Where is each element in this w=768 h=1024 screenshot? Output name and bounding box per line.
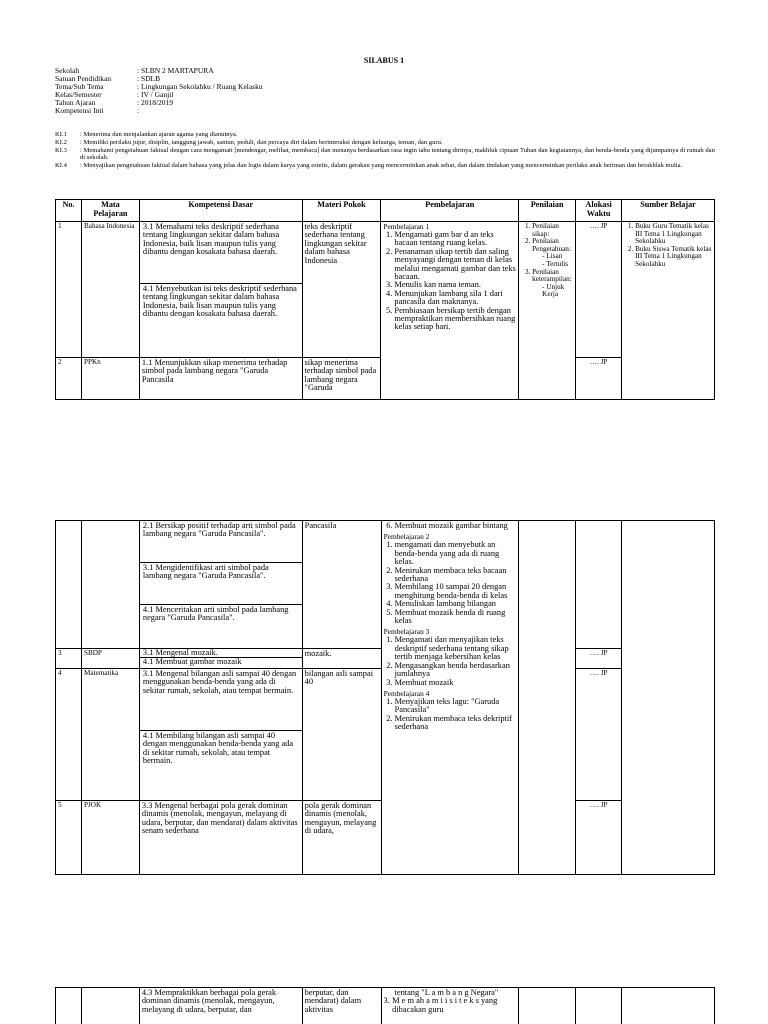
time-allocation: …. JP xyxy=(576,358,622,400)
ki-code: KI.3 xyxy=(55,146,67,154)
assessment xyxy=(519,521,576,875)
page-3 xyxy=(0,987,768,1024)
time-allocation: …. JP xyxy=(576,649,622,669)
learning-step: 4. Menuliskan lambang bilangan xyxy=(395,600,517,608)
competency-4-1: 4.1 Membilang bilangan asli sampai 40 dengan menggunakan benda-benda yang ada di sekitar rumah, sekolah, atau tempat bermain. xyxy=(140,730,302,768)
subject-name: Bahasa Indonesia xyxy=(81,222,139,358)
learning-step: 1. Mengamati dan menyajikan teks deskriptif sederhana tentang sikap tertib menjaga kebersihan kelas xyxy=(395,636,517,661)
row-number: 5 xyxy=(56,801,82,875)
col-materi-pokok: Materi Pokok xyxy=(302,200,381,222)
learning-step: tentang "L a m b a n g Negara" xyxy=(394,988,499,997)
col-no: No. xyxy=(56,200,82,222)
syllabus-table-1 xyxy=(55,199,715,400)
subject-name: Matematika xyxy=(81,669,139,801)
materi-pokok: bilangan asli sampai 40 xyxy=(302,669,381,801)
learning-heading: Pembelajaran 3 xyxy=(383,627,430,637)
competency-4-3: 4.3 Mempraktikkan berbagai pola gerak dominan dinamis (menolak, mengayun, melayang di udara, berputar, dan xyxy=(139,988,302,1024)
kompetensi-inti-list xyxy=(55,131,715,170)
empty-cell xyxy=(622,988,715,1024)
assessment-item: 1. Penilaian sikap: xyxy=(532,223,573,238)
empty-cell xyxy=(519,988,576,1024)
ki-text: : Memiliki perilaku jujur, disiplin, tanggung jawab, santun, peduli, dan percaya diri dalam berinteraksi dengan keluarga, teman, dan guru. xyxy=(80,138,443,146)
materi-pokok: sikap menerima terhadap simbol pada lambang negara "Garuda xyxy=(302,358,381,400)
col-pembelajaran: Pembelajaran xyxy=(381,200,519,222)
materi-pokok: teks deskriptif sederhana tentang lingkungan sekitar dalam bahasa Indonesia xyxy=(302,222,381,358)
assessment-sub: Tertulis xyxy=(546,259,569,268)
learning-step: 3. Membuat mozaik xyxy=(395,679,517,687)
time-allocation: …. JP xyxy=(576,669,622,801)
row-number: 2 xyxy=(56,358,82,400)
info-label: Sekolah xyxy=(55,66,80,75)
competency-3-3: 3.3 Mengenal berbagai pola gerak dominan dinamis (menolak, mengayun, melayang di udara, berputar, dan mendarat) dalam aktivitas senam sederhana xyxy=(139,801,302,875)
learning-step: 2. Penanaman sikap tertib dan saling menyayangi dengan teman di kelas melalui mengamati gambar dan teks bacaan. xyxy=(394,248,516,282)
source-item: 1. Buku Guru Tematik kelas III Tema 1 Lingkungan Sekolahku xyxy=(635,223,712,246)
empty-cell xyxy=(56,988,82,1024)
info-value: : xyxy=(137,106,140,115)
table-row xyxy=(56,521,715,649)
learning-step: 4. Menunjukan lambang sila 1 dari pancasila dan maknanya. xyxy=(394,290,516,307)
learning-step: 3. Menulis kan nama teman. xyxy=(394,281,516,289)
materi-pokok: berputar, dan mendarat) dalam aktivitas xyxy=(302,988,381,1024)
learning-activities xyxy=(381,521,519,875)
competency-3-1: 3.1 Mengenal mozaik. xyxy=(142,648,218,657)
table-header-row xyxy=(56,200,715,222)
competency-2-1: 2.1 Bersikap positif terhadap arti simbol pada lambang negara "Garuda Pancasila". xyxy=(142,521,296,539)
learning-step: 1. Menyajikan teks lagu: "Garuda Pancasila" xyxy=(395,698,517,715)
info-label: Tema/Sub Tema xyxy=(55,82,104,91)
table-row xyxy=(56,222,715,358)
materi-pokok: Pancasila xyxy=(302,521,381,649)
info-label: Kompetensi Inti xyxy=(55,106,104,115)
col-penilaian: Penilaian xyxy=(519,200,576,222)
syllabus-table-2 xyxy=(55,520,715,875)
ki-code: KI.2 xyxy=(55,138,67,146)
learning-step: 1. mengamati dan menyebutk an benda-benda yang ada di ruang kelas. xyxy=(395,541,517,566)
info-value: : IV / Ganjil xyxy=(137,90,174,99)
col-alokasi-waktu: Alokasi Waktu xyxy=(576,200,622,222)
basic-competency-cell xyxy=(139,649,302,669)
learning-activities xyxy=(381,988,519,1024)
basic-competency-cell xyxy=(139,222,302,358)
assessment-item: Penilaian keterampilan: xyxy=(532,267,572,284)
competency-3-1: 3.1 Memahami teks deskriptif sederhana tentang lingkungan sekitar dalam bahasa Indonesia, baik lisan maupun tulis yang dibantu dengan kosakata bahasa daerah. xyxy=(142,222,280,257)
competency-1-1: 1.1 Menunjukkan sikap menerima terhadap simbol pada lambang negara "Garuda Pancasila xyxy=(139,358,302,400)
info-label: Kelas/Semester xyxy=(55,90,102,99)
step-number: 3. xyxy=(383,996,390,1006)
info-label: Tahun Ajaran xyxy=(55,98,96,107)
col-kompetensi-dasar: Kompetensi Dasar xyxy=(139,200,302,222)
empty-cell xyxy=(576,988,622,1024)
row-number: 1 xyxy=(56,222,82,358)
info-label: Satuan Pendidikan xyxy=(55,74,112,83)
source-item: 2. Buku Siswa Tematik kelas III Tema 1 Lingkungan Sekolahku xyxy=(635,246,712,269)
subject-name: PPKn xyxy=(81,358,139,400)
empty-cell xyxy=(81,521,139,649)
learning-step: 2. Mengasangkan benda berdasarkan jumlahnya xyxy=(395,662,517,679)
assessment-item: Penilaian Pengetahuan: xyxy=(532,237,571,253)
info-value: : Lingkungan Sekolahku / Ruang Kelasku xyxy=(137,82,263,91)
learning-heading: Pembelajaran 2 xyxy=(383,532,430,542)
info-value: : SDLB xyxy=(137,74,161,83)
empty-cell xyxy=(56,521,82,649)
competency-3-1: 3.1 Mengenal bilangan asli sampai 40 dengan menggunakan benda-benda yang ada di sekitar rumah, sekolah, atau tempat bermain. xyxy=(142,669,297,695)
learning-step: 3. Membilang 10 sampai 20 dengan menghitung benda-benda di kelas xyxy=(395,583,517,600)
learning-heading: Pembelajaran 4 xyxy=(383,688,430,698)
learning-step: 2. Menirukan membaca teks bacaan sederhana xyxy=(395,567,517,584)
competency-4-1: 4.1 Membuat gambar mozaik xyxy=(140,657,302,666)
info-value: : 2018/2019 xyxy=(137,98,174,107)
time-allocation: …. JP xyxy=(576,801,622,875)
ki-text: : Menyajikan pengetahuan faktual dalam bahasa yang jelas dan logis dalam karya yang estetis, dalam gerakan yang mencerminkan anak sehat, dan dalam tindakan yang mencerminkan perilaku anak beriman dan berakhlak mulia. xyxy=(80,162,683,170)
syllabus-table-3 xyxy=(55,987,715,1024)
learning-heading: Pembelajaran 1 xyxy=(383,222,430,231)
ki-text: : Menerima dan menjalankan ajaran agama yang dianutnya. xyxy=(80,131,238,138)
assessment: 1. Penilaian sikap: 2. Penilaian Pengetahuan: - Lisan - Tertulis 3. Penilaian keterampilan: - Unjuk Kerja xyxy=(519,222,576,400)
learning-step: 1. Mengamati gam bar d an teks bacaan tentang ruang kelas. xyxy=(394,231,516,248)
competency-4-1: 4.1 Menceritakan arti simbol pada lambang negara "Garuda Pancasila". xyxy=(140,604,302,625)
page-1 xyxy=(0,0,768,420)
empty-cell xyxy=(81,988,139,1024)
subject-name: PJOK xyxy=(81,801,139,875)
assessment-sub: Lisan xyxy=(546,252,563,261)
page-2 xyxy=(0,520,768,876)
competency-3-1: 3.1 Mengidentifikasi arti simbol pada lambang negara "Garuda Pancasila". xyxy=(140,562,302,604)
info-value: : SLBN 2 MARTAPURA xyxy=(137,66,214,75)
empty-cell xyxy=(576,521,622,649)
ki-code: KI.1 xyxy=(55,131,67,138)
competency-4-1: 4.1 Menyebutkan isi teks deskriptif sederhana tentang lingkungan sekitar dalam bahasa Indonesia, baik lisan maupun tulis yang dibantu dengan kosakata bahasa daerah. xyxy=(140,283,302,321)
learning-step: 5. Pembiasaan bersikap tertib dengan mempraktikan membersihkan ruang kelas setiap hari. xyxy=(394,307,516,332)
assessment-sub: Unjuk Kerja xyxy=(542,282,565,299)
page-title: SILABUS 1 xyxy=(363,56,405,65)
row-number: 4 xyxy=(56,669,82,801)
identity-block xyxy=(55,67,263,115)
learning-sources xyxy=(622,521,715,875)
basic-competency-cell xyxy=(139,521,302,649)
subject-name: SBDP xyxy=(81,649,139,669)
materi-pokok: pola gerak dominan dinamis (menolak, mengayun, melayang di udara, xyxy=(302,801,381,875)
ki-text: : Memahami pengetahuan faktual dengan cara mengamati [mendengar, melihat, membaca] dan menanya berdasarkan rasa ingin tahu tentang dirinya, makhluk ciptaan Tuhan dan kegiatannya, dan benda-benda yang dijumpainya di rumah dan di sekolah. xyxy=(80,146,715,162)
learning-step: 5. Membuat mozaik benda di ruang kelas xyxy=(395,609,517,626)
col-mata-pelajaran: Mata Pelajaran xyxy=(81,200,139,222)
col-sumber-belajar: Sumber Belajar xyxy=(622,200,715,222)
learning-activities xyxy=(381,222,519,400)
table-row xyxy=(56,988,715,1024)
learning-step: 6. Membuat mozaik gambar bintang xyxy=(395,522,517,530)
materi-pokok: mozaik. xyxy=(302,649,381,669)
learning-step: M e m ah a m i i s i t e k s yang dibacakan guru xyxy=(392,996,498,1014)
learning-step: 2. Menirukan membaca teks dekriptif sederhana xyxy=(395,715,517,732)
learning-sources xyxy=(622,222,715,400)
row-number: 3 xyxy=(56,649,82,669)
ki-code: KI.4 xyxy=(55,162,67,170)
time-allocation: …. JP xyxy=(576,222,622,358)
basic-competency-cell xyxy=(139,669,302,801)
